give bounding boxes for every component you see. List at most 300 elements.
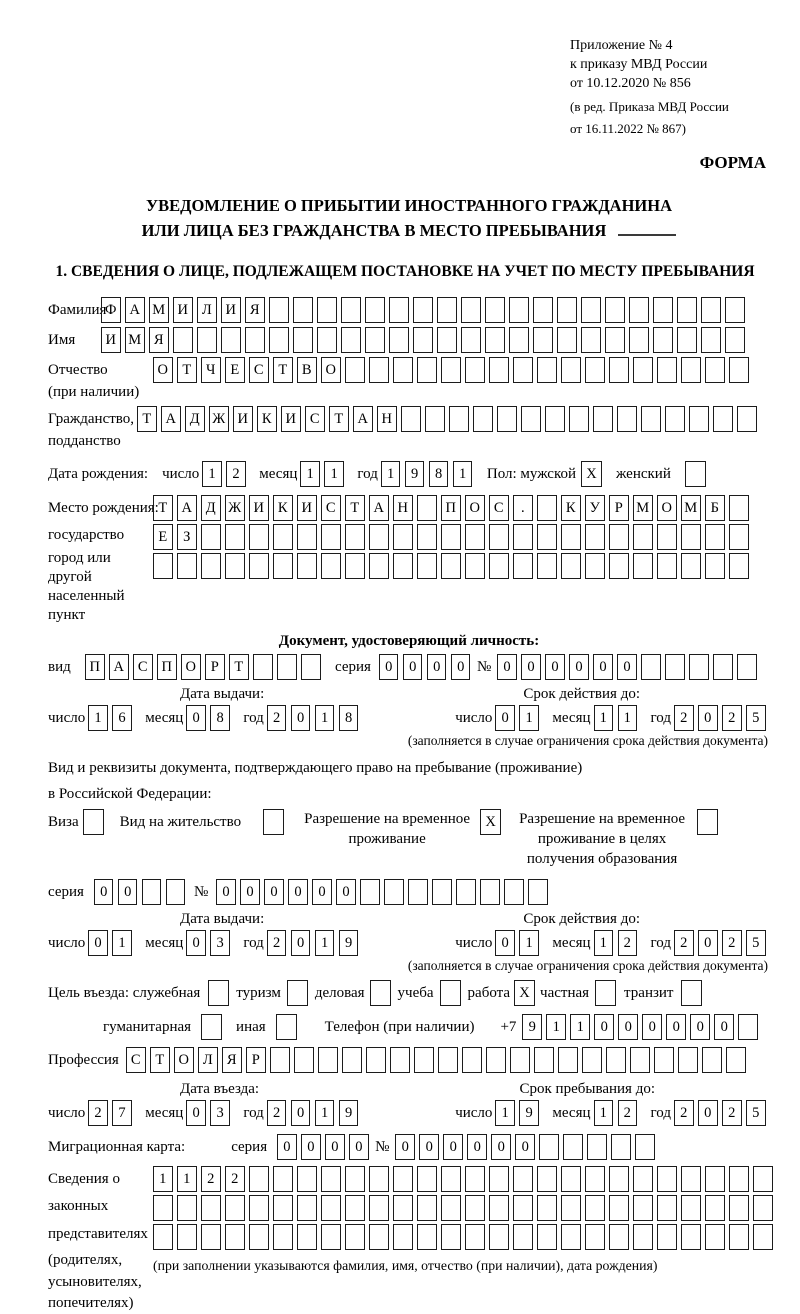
- profession-cell[interactable]: [558, 1047, 578, 1073]
- given-name-cell[interactable]: [725, 327, 745, 353]
- identity-valid-year-cell[interactable]: 0: [698, 705, 718, 731]
- doc-series-cell[interactable]: 0: [451, 654, 471, 680]
- residence-issue-month-cell[interactable]: 3: [210, 930, 230, 956]
- birth-day-cell[interactable]: 2: [226, 461, 246, 487]
- birth-place-cell[interactable]: [489, 524, 509, 550]
- patronymic-cell[interactable]: [657, 357, 677, 383]
- legal-reps-cell[interactable]: [465, 1224, 485, 1250]
- migration-number-cell[interactable]: 0: [395, 1134, 415, 1160]
- profession-cell[interactable]: [510, 1047, 530, 1073]
- doc-kind-cell[interactable]: П: [85, 654, 105, 680]
- doc-number-cell[interactable]: 0: [569, 654, 589, 680]
- legal-reps-cell[interactable]: [225, 1224, 245, 1250]
- surname-cell[interactable]: Я: [245, 297, 265, 323]
- profession-cell[interactable]: Р: [246, 1047, 266, 1073]
- patronymic-cell[interactable]: [369, 357, 389, 383]
- patronymic-cell[interactable]: [465, 357, 485, 383]
- residence-issue-month[interactable]: [186, 930, 234, 956]
- profession-cell[interactable]: [438, 1047, 458, 1073]
- birth-place-cell[interactable]: [201, 553, 221, 579]
- legal-reps-cell[interactable]: 2: [201, 1166, 221, 1192]
- phone-cell[interactable]: 0: [642, 1014, 662, 1040]
- residence-valid-month-cell[interactable]: 1: [594, 930, 614, 956]
- legal-reps-cell[interactable]: [657, 1166, 677, 1192]
- birth-place-cell[interactable]: [369, 524, 389, 550]
- given-name-cell[interactable]: [197, 327, 217, 353]
- residence-number-cell[interactable]: 0: [240, 879, 260, 905]
- phone-cell[interactable]: 1: [570, 1014, 590, 1040]
- birth-place-cell[interactable]: [585, 553, 605, 579]
- birth-place-cell[interactable]: [561, 524, 581, 550]
- surname-cell[interactable]: [317, 297, 337, 323]
- patronymic-cell[interactable]: [729, 357, 749, 383]
- given-name-cell[interactable]: [533, 327, 553, 353]
- birth-place-cell[interactable]: Т: [345, 495, 365, 521]
- birth-place-cell[interactable]: [609, 553, 629, 579]
- stay-year-cell[interactable]: 5: [746, 1100, 766, 1126]
- given-name-cell[interactable]: [221, 327, 241, 353]
- sex-female-checkbox-cell[interactable]: [685, 461, 706, 487]
- doc-number-cell[interactable]: [641, 654, 661, 680]
- phone-cell[interactable]: 0: [714, 1014, 734, 1040]
- migration-number-cell[interactable]: [539, 1134, 559, 1160]
- legal-reps-cell[interactable]: [393, 1224, 413, 1250]
- birth-place-cell[interactable]: [705, 524, 725, 550]
- birth-place-cell[interactable]: Н: [393, 495, 413, 521]
- phone-cell[interactable]: 0: [690, 1014, 710, 1040]
- birth-place-cell[interactable]: П: [441, 495, 461, 521]
- purpose-study-cell[interactable]: [440, 980, 461, 1006]
- legal-reps-cell[interactable]: [273, 1195, 293, 1221]
- citizenship-cell[interactable]: Н: [377, 406, 397, 432]
- legal-reps-cell[interactable]: 1: [177, 1166, 197, 1192]
- profession-cell[interactable]: [534, 1047, 554, 1073]
- birth-place-cell[interactable]: У: [585, 495, 605, 521]
- birth-place-cell[interactable]: [633, 553, 653, 579]
- residence-issue-year-cell[interactable]: 1: [315, 930, 335, 956]
- birth-place-row1[interactable]: [153, 495, 753, 521]
- legal-reps-cell[interactable]: [657, 1224, 677, 1250]
- purpose-other-checkbox[interactable]: [276, 1014, 297, 1040]
- birth-place-cell[interactable]: [681, 553, 701, 579]
- identity-valid-day-cell[interactable]: 0: [495, 705, 515, 731]
- residence-number-cell[interactable]: 0: [336, 879, 356, 905]
- birth-place-cell[interactable]: [393, 524, 413, 550]
- patronymic-cell[interactable]: С: [249, 357, 269, 383]
- citizenship-cell[interactable]: [665, 406, 685, 432]
- given-name-cell[interactable]: [605, 327, 625, 353]
- birth-year-cell[interactable]: 8: [429, 461, 449, 487]
- residence-valid-month[interactable]: [594, 930, 642, 956]
- patronymic-cell[interactable]: [705, 357, 725, 383]
- birth-place-cell[interactable]: [465, 524, 485, 550]
- birth-place-cell[interactable]: [729, 495, 749, 521]
- migration-number-cell[interactable]: 0: [419, 1134, 439, 1160]
- doc-number-cell[interactable]: [737, 654, 757, 680]
- birth-place-cell[interactable]: [225, 524, 245, 550]
- residence-issue-year[interactable]: [267, 930, 363, 956]
- birth-place-cell[interactable]: [249, 553, 269, 579]
- residence-series-cell[interactable]: 0: [118, 879, 138, 905]
- patronymic-cell[interactable]: [609, 357, 629, 383]
- legal-reps-cell[interactable]: [441, 1195, 461, 1221]
- legal-reps-cell[interactable]: [321, 1166, 341, 1192]
- legal-reps-cell[interactable]: [513, 1195, 533, 1221]
- legal-reps-cell[interactable]: [489, 1195, 509, 1221]
- stay-month[interactable]: [594, 1100, 642, 1126]
- phone-cell[interactable]: [738, 1014, 758, 1040]
- legal-reps-cell[interactable]: [417, 1166, 437, 1192]
- residence-valid-month-cell[interactable]: 2: [618, 930, 638, 956]
- legal-reps-cell[interactable]: [369, 1195, 389, 1221]
- residence-number-cell[interactable]: [456, 879, 476, 905]
- surname-cell[interactable]: [485, 297, 505, 323]
- birth-place-cell[interactable]: [417, 553, 437, 579]
- doc-kind-cell[interactable]: [277, 654, 297, 680]
- doc-number-cell[interactable]: 0: [617, 654, 637, 680]
- profession-cell[interactable]: Л: [198, 1047, 218, 1073]
- residence-series-cell[interactable]: [142, 879, 162, 905]
- given-name-cell[interactable]: М: [125, 327, 145, 353]
- birth-place-cell[interactable]: [537, 524, 557, 550]
- doc-series-cell[interactable]: 0: [427, 654, 447, 680]
- doc-kind-cells[interactable]: [85, 654, 325, 680]
- patronymic-cells[interactable]: [153, 357, 753, 383]
- birth-place-cell[interactable]: [249, 524, 269, 550]
- legal-reps-cell[interactable]: [441, 1224, 461, 1250]
- entry-day[interactable]: [88, 1100, 136, 1126]
- profession-cell[interactable]: О: [174, 1047, 194, 1073]
- given-name-cell[interactable]: [269, 327, 289, 353]
- legal-reps-cell[interactable]: [657, 1195, 677, 1221]
- legal-reps-cell[interactable]: [681, 1166, 701, 1192]
- identity-valid-month[interactable]: [594, 705, 642, 731]
- legal-reps-cell[interactable]: [393, 1166, 413, 1192]
- birth-place-cell[interactable]: Е: [153, 524, 173, 550]
- identity-valid-year-cell[interactable]: 5: [746, 705, 766, 731]
- legal-reps-cell[interactable]: [297, 1166, 317, 1192]
- patronymic-cell[interactable]: [345, 357, 365, 383]
- entry-day-cell[interactable]: 2: [88, 1100, 108, 1126]
- patronymic-cell[interactable]: Т: [273, 357, 293, 383]
- doc-kind-cell[interactable]: Т: [229, 654, 249, 680]
- legal-reps-cell[interactable]: [609, 1224, 629, 1250]
- birth-month-cell[interactable]: 1: [300, 461, 320, 487]
- citizenship-cell[interactable]: Т: [137, 406, 157, 432]
- identity-issue-day[interactable]: [88, 705, 136, 731]
- given-name-cells[interactable]: [101, 327, 749, 353]
- purpose-transit-cell[interactable]: [681, 980, 702, 1006]
- residence-number-cell[interactable]: 0: [264, 879, 284, 905]
- stay-year[interactable]: [674, 1100, 770, 1126]
- legal-reps-cell[interactable]: [585, 1195, 605, 1221]
- citizenship-cell[interactable]: А: [353, 406, 373, 432]
- patronymic-cell[interactable]: [537, 357, 557, 383]
- legal-reps-cell[interactable]: [513, 1224, 533, 1250]
- residence-number-cell[interactable]: [480, 879, 500, 905]
- doc-number-cell[interactable]: [665, 654, 685, 680]
- residence-valid-day[interactable]: [495, 930, 543, 956]
- surname-cell[interactable]: [365, 297, 385, 323]
- surname-cell[interactable]: [437, 297, 457, 323]
- doc-number-cell[interactable]: 0: [497, 654, 517, 680]
- purpose-work-cell[interactable]: X: [514, 980, 535, 1006]
- birth-place-cell[interactable]: С: [489, 495, 509, 521]
- entry-year-cell[interactable]: 1: [315, 1100, 335, 1126]
- citizenship-cell[interactable]: [497, 406, 517, 432]
- migration-number-cell[interactable]: 0: [515, 1134, 535, 1160]
- citizenship-cell[interactable]: [737, 406, 757, 432]
- birth-year-cell[interactable]: 9: [405, 461, 425, 487]
- birth-place-cell[interactable]: [321, 524, 341, 550]
- visa-checkbox[interactable]: [83, 809, 104, 835]
- residence-permit-checkbox[interactable]: [263, 809, 284, 835]
- birth-place-cell[interactable]: О: [657, 495, 677, 521]
- patronymic-cell[interactable]: [513, 357, 533, 383]
- legal-reps-cell[interactable]: [417, 1195, 437, 1221]
- purpose-tourism-cell[interactable]: [287, 980, 308, 1006]
- identity-issue-month-cell[interactable]: 0: [186, 705, 206, 731]
- residence-valid-day-cell[interactable]: 0: [495, 930, 515, 956]
- phone-cell[interactable]: 1: [546, 1014, 566, 1040]
- legal-reps-cell[interactable]: [321, 1195, 341, 1221]
- migration-number-cell[interactable]: [635, 1134, 655, 1160]
- legal-reps-cell[interactable]: [369, 1224, 389, 1250]
- residence-issue-year-cell[interactable]: 2: [267, 930, 287, 956]
- legal-reps-cell[interactable]: [705, 1195, 725, 1221]
- residence-issue-year-cell[interactable]: 9: [339, 930, 359, 956]
- residence-valid-year-cell[interactable]: 5: [746, 930, 766, 956]
- legal-reps-cell[interactable]: [345, 1166, 365, 1192]
- surname-cell[interactable]: [413, 297, 433, 323]
- legal-reps-cell[interactable]: [153, 1224, 173, 1250]
- patronymic-cell[interactable]: Ч: [201, 357, 221, 383]
- given-name-cell[interactable]: Я: [149, 327, 169, 353]
- birth-place-cell[interactable]: [657, 524, 677, 550]
- legal-reps-cell[interactable]: [465, 1195, 485, 1221]
- purpose-business-cell[interactable]: [370, 980, 391, 1006]
- temp-residence-edu-checkbox-cell[interactable]: [697, 809, 718, 835]
- birth-place-cell[interactable]: .: [513, 495, 533, 521]
- birth-place-cell[interactable]: А: [177, 495, 197, 521]
- legal-reps-row2[interactable]: [153, 1195, 777, 1221]
- legal-reps-cell[interactable]: [561, 1195, 581, 1221]
- legal-reps-cell[interactable]: [537, 1224, 557, 1250]
- surname-cell[interactable]: [725, 297, 745, 323]
- patronymic-cell[interactable]: [441, 357, 461, 383]
- legal-reps-cell[interactable]: [753, 1166, 773, 1192]
- phone-cell[interactable]: 0: [594, 1014, 614, 1040]
- doc-kind-cell[interactable]: С: [133, 654, 153, 680]
- legal-reps-cell[interactable]: [585, 1224, 605, 1250]
- legal-reps-cell[interactable]: [729, 1166, 749, 1192]
- doc-number-cell[interactable]: [713, 654, 733, 680]
- profession-cell[interactable]: [318, 1047, 338, 1073]
- profession-cell[interactable]: [366, 1047, 386, 1073]
- citizenship-cell[interactable]: А: [161, 406, 181, 432]
- surname-cell[interactable]: [269, 297, 289, 323]
- surname-cell[interactable]: [677, 297, 697, 323]
- profession-cell[interactable]: [678, 1047, 698, 1073]
- profession-cells[interactable]: [126, 1047, 750, 1073]
- birth-place-cell[interactable]: [417, 524, 437, 550]
- legal-reps-cell[interactable]: [585, 1166, 605, 1192]
- stay-month-cell[interactable]: 1: [594, 1100, 614, 1126]
- birth-year-cells[interactable]: [381, 461, 477, 487]
- doc-number-cell[interactable]: 0: [593, 654, 613, 680]
- patronymic-cell[interactable]: [561, 357, 581, 383]
- birth-place-cell[interactable]: [585, 524, 605, 550]
- residence-number-cell[interactable]: [384, 879, 404, 905]
- birth-year-cell[interactable]: 1: [453, 461, 473, 487]
- surname-cell[interactable]: М: [149, 297, 169, 323]
- phone-cells[interactable]: [522, 1014, 762, 1040]
- birth-place-cell[interactable]: [201, 524, 221, 550]
- doc-series-cell[interactable]: 0: [403, 654, 423, 680]
- birth-place-cell[interactable]: [729, 524, 749, 550]
- purpose-official-cell[interactable]: [208, 980, 229, 1006]
- identity-issue-year-cell[interactable]: 2: [267, 705, 287, 731]
- birth-place-cell[interactable]: А: [369, 495, 389, 521]
- birth-place-cell[interactable]: [465, 553, 485, 579]
- entry-day-cell[interactable]: 7: [112, 1100, 132, 1126]
- legal-reps-cell[interactable]: [609, 1166, 629, 1192]
- birth-place-cell[interactable]: М: [681, 495, 701, 521]
- surname-cell[interactable]: И: [173, 297, 193, 323]
- purpose-tourism-checkbox[interactable]: [287, 980, 308, 1006]
- patronymic-cell[interactable]: Е: [225, 357, 245, 383]
- birth-place-cell[interactable]: Р: [609, 495, 629, 521]
- migration-number-cell[interactable]: 0: [491, 1134, 511, 1160]
- temp-residence-checkbox-cell[interactable]: X: [480, 809, 501, 835]
- doc-number-cells[interactable]: [497, 654, 761, 680]
- entry-month-cell[interactable]: 0: [186, 1100, 206, 1126]
- legal-reps-cell[interactable]: [465, 1166, 485, 1192]
- birth-place-cell[interactable]: [537, 553, 557, 579]
- birth-place-cell[interactable]: [441, 553, 461, 579]
- birth-month-cells[interactable]: [300, 461, 348, 487]
- legal-reps-cell[interactable]: [561, 1224, 581, 1250]
- citizenship-cell[interactable]: С: [305, 406, 325, 432]
- identity-valid-year-cell[interactable]: 2: [722, 705, 742, 731]
- given-name-cell[interactable]: [509, 327, 529, 353]
- phone-cell[interactable]: 9: [522, 1014, 542, 1040]
- profession-cell[interactable]: [654, 1047, 674, 1073]
- legal-reps-cell[interactable]: [633, 1195, 653, 1221]
- given-name-cell[interactable]: И: [101, 327, 121, 353]
- legal-reps-cell[interactable]: [249, 1195, 269, 1221]
- residence-number-cell[interactable]: [360, 879, 380, 905]
- legal-reps-cell[interactable]: [633, 1166, 653, 1192]
- profession-cell[interactable]: [414, 1047, 434, 1073]
- citizenship-cells[interactable]: [137, 406, 761, 432]
- given-name-cell[interactable]: [389, 327, 409, 353]
- surname-cell[interactable]: А: [125, 297, 145, 323]
- citizenship-cell[interactable]: [401, 406, 421, 432]
- birth-place-cell[interactable]: О: [465, 495, 485, 521]
- surname-cell[interactable]: И: [221, 297, 241, 323]
- birth-place-cell[interactable]: [177, 553, 197, 579]
- legal-reps-cell[interactable]: [393, 1195, 413, 1221]
- residence-number-cell[interactable]: 0: [216, 879, 236, 905]
- surname-cell[interactable]: [293, 297, 313, 323]
- legal-reps-cell[interactable]: [297, 1195, 317, 1221]
- migration-number-cells[interactable]: [395, 1134, 659, 1160]
- legal-reps-cell[interactable]: [345, 1195, 365, 1221]
- sex-male-checkbox-cell[interactable]: X: [581, 461, 602, 487]
- legal-reps-cell[interactable]: [609, 1195, 629, 1221]
- profession-cell[interactable]: [270, 1047, 290, 1073]
- birth-place-cell[interactable]: [369, 553, 389, 579]
- profession-cell[interactable]: [294, 1047, 314, 1073]
- legal-reps-cell[interactable]: [537, 1166, 557, 1192]
- purpose-study-checkbox[interactable]: [440, 980, 461, 1006]
- legal-reps-cell[interactable]: [513, 1166, 533, 1192]
- legal-reps-cell[interactable]: [681, 1224, 701, 1250]
- birth-place-cell[interactable]: [225, 553, 245, 579]
- purpose-private-cell[interactable]: [595, 980, 616, 1006]
- doc-series-cells[interactable]: [379, 654, 475, 680]
- entry-year-cell[interactable]: 0: [291, 1100, 311, 1126]
- surname-cell[interactable]: [557, 297, 577, 323]
- citizenship-cell[interactable]: Ж: [209, 406, 229, 432]
- citizenship-cell[interactable]: [545, 406, 565, 432]
- residence-number-cell[interactable]: [528, 879, 548, 905]
- sex-male-checkbox[interactable]: [581, 461, 602, 487]
- birth-place-cell[interactable]: [609, 524, 629, 550]
- purpose-transit-checkbox[interactable]: [681, 980, 702, 1006]
- legal-reps-cell[interactable]: [753, 1195, 773, 1221]
- purpose-private-checkbox[interactable]: [595, 980, 616, 1006]
- legal-reps-cell[interactable]: [441, 1166, 461, 1192]
- birth-place-cell[interactable]: С: [321, 495, 341, 521]
- residence-issue-day-cell[interactable]: 1: [112, 930, 132, 956]
- residence-number-cell[interactable]: 0: [312, 879, 332, 905]
- residence-issue-day[interactable]: [88, 930, 136, 956]
- migration-number-cell[interactable]: 0: [467, 1134, 487, 1160]
- legal-reps-cell[interactable]: [537, 1195, 557, 1221]
- legal-reps-cell[interactable]: [489, 1224, 509, 1250]
- birth-place-cell[interactable]: Д: [201, 495, 221, 521]
- patronymic-cell[interactable]: [417, 357, 437, 383]
- residence-number-cell[interactable]: [504, 879, 524, 905]
- legal-reps-cell[interactable]: [417, 1224, 437, 1250]
- stay-day[interactable]: [495, 1100, 543, 1126]
- residence-series-cells[interactable]: [94, 879, 190, 905]
- citizenship-cell[interactable]: [473, 406, 493, 432]
- profession-cell[interactable]: Т: [150, 1047, 170, 1073]
- birth-place-row2[interactable]: [153, 524, 753, 550]
- legal-reps-row3[interactable]: [153, 1224, 777, 1250]
- citizenship-cell[interactable]: И: [233, 406, 253, 432]
- birth-place-cell[interactable]: К: [561, 495, 581, 521]
- entry-month[interactable]: [186, 1100, 234, 1126]
- entry-month-cell[interactable]: 3: [210, 1100, 230, 1126]
- doc-kind-cell[interactable]: А: [109, 654, 129, 680]
- birth-place-cell[interactable]: [273, 524, 293, 550]
- migration-series-cell[interactable]: 0: [325, 1134, 345, 1160]
- birth-place-cell[interactable]: З: [177, 524, 197, 550]
- legal-reps-cell[interactable]: [225, 1195, 245, 1221]
- stay-month-cell[interactable]: 2: [618, 1100, 638, 1126]
- residence-series-cell[interactable]: [166, 879, 186, 905]
- legal-reps-cell[interactable]: [753, 1224, 773, 1250]
- legal-reps-cell[interactable]: [177, 1195, 197, 1221]
- legal-reps-cell[interactable]: [729, 1195, 749, 1221]
- citizenship-cell[interactable]: [449, 406, 469, 432]
- profession-cell[interactable]: [630, 1047, 650, 1073]
- given-name-cell[interactable]: [653, 327, 673, 353]
